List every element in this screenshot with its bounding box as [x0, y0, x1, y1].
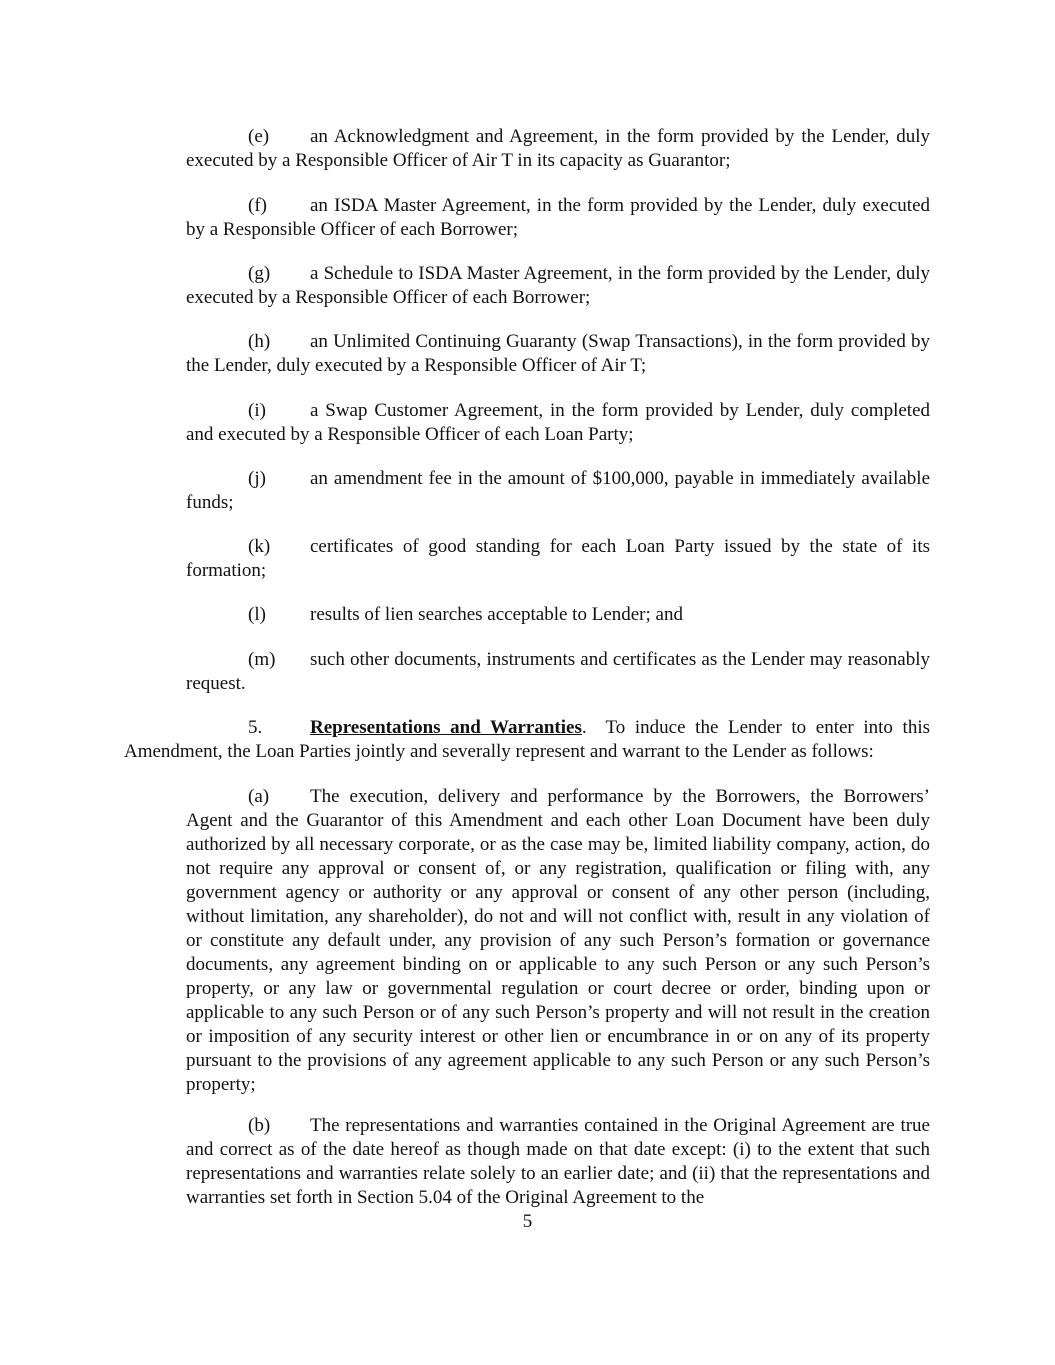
item-m [186, 648, 930, 696]
item-e [186, 125, 930, 173]
item-text: results of lien searches acceptable to Lender; and [310, 604, 683, 625]
subitem-text: The representations and warranties contained in the Original Agreement are true and correct as of the date hereof as though made on that date except: (i) to the extent that such representations and warranties relate solely to an earlier date; and (ii) that the representations and warranties set forth in Section 5.04 of the Original Agreement to the [186, 1115, 930, 1208]
subitem-b [186, 1114, 930, 1210]
item-marker: (g) [248, 263, 271, 284]
item-text: such other documents, instruments and certificates as the Lender may reasonably request. [186, 649, 930, 694]
section-heading: Representations and Warranties [310, 717, 582, 738]
item-text: an Acknowledgment and Agreement, in the form provided by the Lender, duly executed by a Responsible Officer of Air T in its capacity as Guarantor; [186, 126, 930, 171]
section-text: To induce the Lender to enter into this Amendment, the Loan Parties jointly and severally represent and warrant to the Lender as follows: [124, 717, 930, 762]
item-f [186, 194, 930, 242]
section-5 [124, 716, 930, 764]
section-number: 5. [248, 717, 263, 738]
item-marker: (f) [248, 195, 267, 216]
item-marker: (j) [248, 468, 266, 489]
item-h [186, 330, 930, 378]
item-l [186, 603, 930, 627]
item-j [186, 467, 930, 515]
subitem-text: The execution, delivery and performance by the Borrowers, the Borrowers’ Agent and the Guarantor of this Amendment and each other Loan Document have been duly authorized by all necessary corporate, or as the case may be, limited liability company, action, do not require any approval or consent of, or any registration, qualification or filing with, any government agency or authority or any approval or consent of any other person (including, without limitation, any shareholder), do not and will not conflict with, result in any violation of or constitute any default under, any provision of any such Person’s formation or governance documents, any agreement binding on or applicable to any such Person or any such Person’s property, or any law or governmental regulation or court decree or order, binding upon or applicable to any such Person or of any such Person’s property and will not result in the creation or imposition of any security interest or other lien or encumbrance in or on any of its property pursuant to the provisions of any agreement applicable to any such Person or any such Person’s property; [186, 786, 930, 1095]
item-marker: (i) [248, 400, 266, 421]
item-marker: (e) [248, 126, 270, 147]
item-i [186, 399, 930, 447]
item-text: a Schedule to ISDA Master Agreement, in the form provided by the Lender, duly executed by a Responsible Officer of each Borrower; [186, 263, 930, 308]
item-marker: (k) [248, 536, 271, 557]
item-marker: (l) [248, 604, 266, 625]
section-heading-suffix: . [581, 717, 587, 738]
item-text: an amendment fee in the amount of $100,000, payable in immediately available funds; [186, 468, 930, 513]
item-text: a Swap Customer Agreement, in the form provided by Lender, duly completed and executed by a Responsible Officer of each Loan Party; [186, 400, 930, 445]
item-marker: (m) [248, 649, 276, 670]
item-text: an ISDA Master Agreement, in the form provided by the Lender, duly executed by a Responsible Officer of each Borrower; [186, 195, 930, 240]
item-k [186, 535, 930, 583]
subitem-marker: (a) [248, 786, 270, 807]
item-marker: (h) [248, 331, 271, 352]
item-g [186, 262, 930, 310]
page-number: 5 [522, 1211, 533, 1232]
item-text: certificates of good standing for each Loan Party issued by the state of its formation; [186, 536, 930, 581]
item-text: an Unlimited Continuing Guaranty (Swap Transactions), in the form provided by the Lender, duly executed by a Responsible Officer of Air T; [186, 331, 930, 376]
subitem-a [186, 785, 930, 1097]
subitem-marker: (b) [248, 1115, 271, 1136]
